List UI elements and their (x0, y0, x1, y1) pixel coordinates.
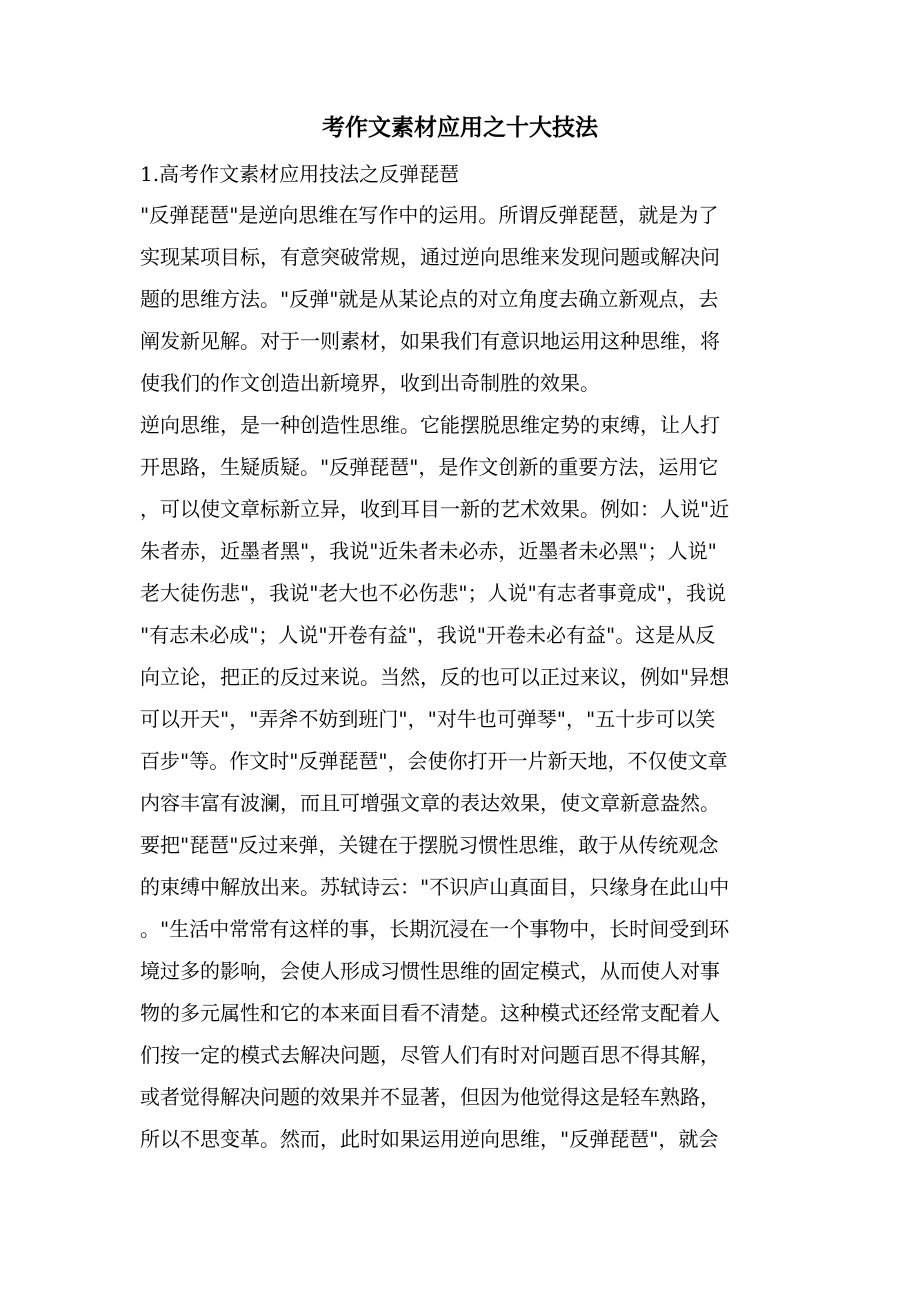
text-line: 题的思维方法。"反弹"就是从某论点的对立角度去确立新观点，去 (140, 287, 719, 311)
text-line: "反弹琵琶"是逆向思维在写作中的运用。所谓反弹琵琶，就是为了 (140, 203, 719, 227)
text-line: ，可以使文章标新立异，收到耳目一新的艺术效果。例如：人说"近 (140, 497, 730, 521)
document-title: 考作文素材应用之十大技法 (322, 114, 598, 141)
heading-line: 1.高考作文素材应用技法之反弹琵琶 (140, 162, 460, 186)
text-line: 开思路，生疑质疑。"反弹琵琶"，是作文创新的重要方法，运用它 (140, 455, 719, 479)
text-line: 所以不思变革。然而，此时如果运用逆向思维，"反弹琵琶"，就会 (140, 1127, 719, 1151)
text-line: 百步"等。作文时"反弹琵琶"，会使你打开一片新天地，不仅使文章 (140, 749, 728, 773)
text-line: "有志未必成"；人说"开卷有益"，我说"开卷未必有益"。这是从反 (140, 623, 716, 647)
text-line: 阐发新见解。对于一则素材，如果我们有意识地运用这种思维，将 (140, 329, 720, 353)
text-line: 实现某项目标，有意突破常规，通过逆向思维来发现问题或解决问 (140, 245, 720, 269)
text-line: 要把"琵琶"反过来弹，关键在于摆脱习惯性思维，敢于从传统观念 (140, 833, 719, 857)
text-line: 物的多元属性和它的本来面目看不清楚。这种模式还经常支配着人 (140, 1001, 720, 1025)
text-line: 向立论，把正的反过来说。当然，反的也可以正过来议，例如"异想 (140, 665, 730, 689)
text-line: 境过多的影响，会使人形成习惯性思维的固定模式，从而使人对事 (140, 959, 720, 983)
text-line: 内容丰富有波澜，而且可增强文章的表达效果，使文章新意盎然。 (140, 791, 720, 815)
text-line: 可以开天"，"弄斧不妨到班门"，"对牛也可弹琴"，"五十步可以笑 (140, 707, 716, 731)
text-line: 逆向思维，是一种创造性思维。它能摆脱思维定势的束缚，让人打 (140, 413, 720, 437)
text-line: 或者觉得解决问题的效果并不显著，但因为他觉得这是轻车熟路， (140, 1085, 720, 1109)
text-line: 老大徒伤悲"，我说"老大也不必伤悲"；人说"有志者事竟成"，我说 (140, 581, 726, 605)
text-line: 的束缚中解放出来。苏轼诗云："不识庐山真面目，只缘身在此山中 (140, 875, 730, 899)
text-line: 使我们的作文创造出新境界，收到出奇制胜的效果。 (140, 371, 600, 395)
text-line: 们按一定的模式去解决问题，尽管人们有时对问题百思不得其解， (140, 1043, 720, 1067)
text-line: 。"生活中常常有这样的事，长期沉浸在一个事物中，长时间受到环 (140, 917, 730, 941)
text-line: 朱者赤，近墨者黑"，我说"近朱者未必赤，近墨者未必黑"；人说" (140, 539, 717, 563)
